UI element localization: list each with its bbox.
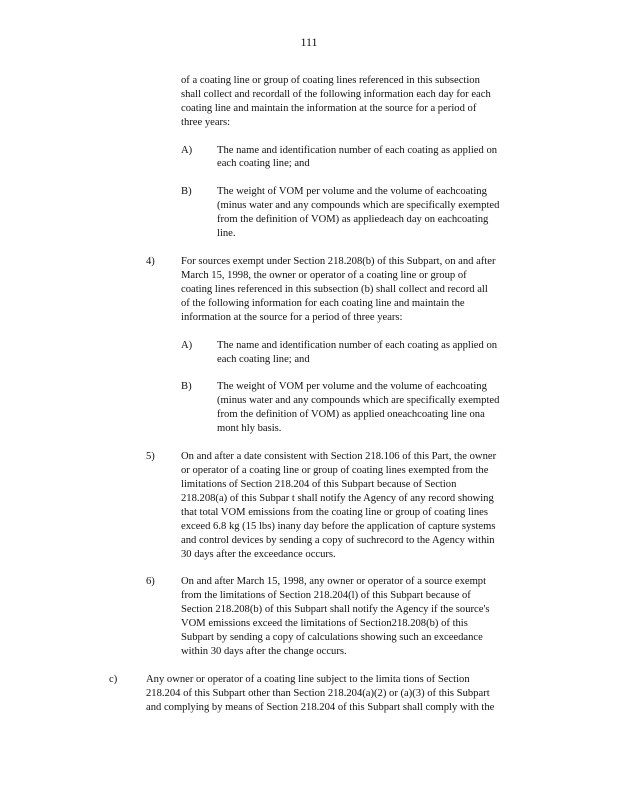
item-label: 5) [146,451,155,462]
text-line: 218.208(a) of this Subpar t shall notify the Agency of any record showing [181,493,494,504]
text-line: line. [217,228,236,239]
text-line: March 15, 1998, the owner or operator of a coating line or group of [181,270,467,281]
text-line: coating lines referenced in this subsection (b) shall collect and record all [181,284,488,295]
text-line: of the following information for each coating line and maintain the [181,298,465,309]
text-line: that total VOM emissions from the coating line or group of coating lines [181,507,488,518]
text-line: from the limitations of Section 218.204(l) of this Subpart because of [181,590,471,601]
text-line: within 30 days after the change occurs. [181,646,347,657]
text-line: The weight of VOM per volume and the volume of eachcoating [217,381,487,392]
item-label: B) [181,381,192,392]
item-label: 6) [146,576,155,587]
text-line: 218.204 of this Subpart other than Section 218.204(a)(2) or (a)(3) of this Subpart [146,688,490,699]
page-number: 111 [300,35,318,49]
text-line: (minus water and any compounds which are specifically exempted [217,395,500,406]
item-label: A) [181,145,193,156]
text-line: On and after March 15, 1998, any owner or operator of a source exempt [181,576,487,587]
text-line: The name and identification number of each coating as applied on [217,340,498,351]
text-line: or operator of a coating line or group of coating lines exempted from the [181,465,489,476]
text-line: For sources exempt under Section 218.208(b) of this Subpart, on and after [181,256,496,267]
text-line: (minus water and any compounds which are specifically exempted [217,200,500,211]
text-line: The name and identification number of each coating as applied on [217,145,498,156]
text-line: The weight of VOM per volume and the volume of eachcoating [217,186,487,197]
text-line: of a coating line or group of coating lines referenced in this subsection [181,75,480,86]
text-line: VOM emissions exceed the limitations of Section218.208(b) of this [181,618,468,629]
text-line: and control devices by sending a copy of suchrecord to the Agency within [181,535,495,546]
text-line: mont hly basis. [217,423,282,434]
text-line: coating line and maintain the information at the source for a period of [181,103,477,114]
item-label: B) [181,186,192,197]
text-line: limitations of Section 218.204 of this Subpart because of Section [181,479,457,490]
text-line: three years: [181,117,231,128]
text-line: from the definition of VOM) as appliedeach day on eachcoating [217,214,489,225]
text-line: On and after a date consistent with Section 218.106 of this Part, the owner [181,451,497,462]
text-line: shall collect and recordall of the following information each day for each [181,89,491,100]
text-line: information at the source for a period of three years: [181,312,403,323]
text-line: Section 218.208(b) of this Subpart shall notify the Agency if the source's [181,604,490,615]
text-line: Any owner or operator of a coating line subject to the limita tions of Section [146,674,470,685]
item-label: c) [109,674,118,685]
item-label: A) [181,340,193,351]
text-line: each coating line; and [217,354,310,365]
text-line: and complying by means of Section 218.204 of this Subpart shall comply with the [146,702,495,713]
text-line: 30 days after the exceedance occurs. [181,549,336,560]
text-line: each coating line; and [217,158,310,169]
text-line: exceed 6.8 kg (15 lbs) inany day before the application of capture systems [181,521,496,532]
item-label: 4) [146,256,155,267]
text-line: from the definition of VOM) as applied oneachcoating line ona [217,409,485,420]
text-line: Subpart by sending a copy of calculations showing such an exceedance [181,632,483,643]
